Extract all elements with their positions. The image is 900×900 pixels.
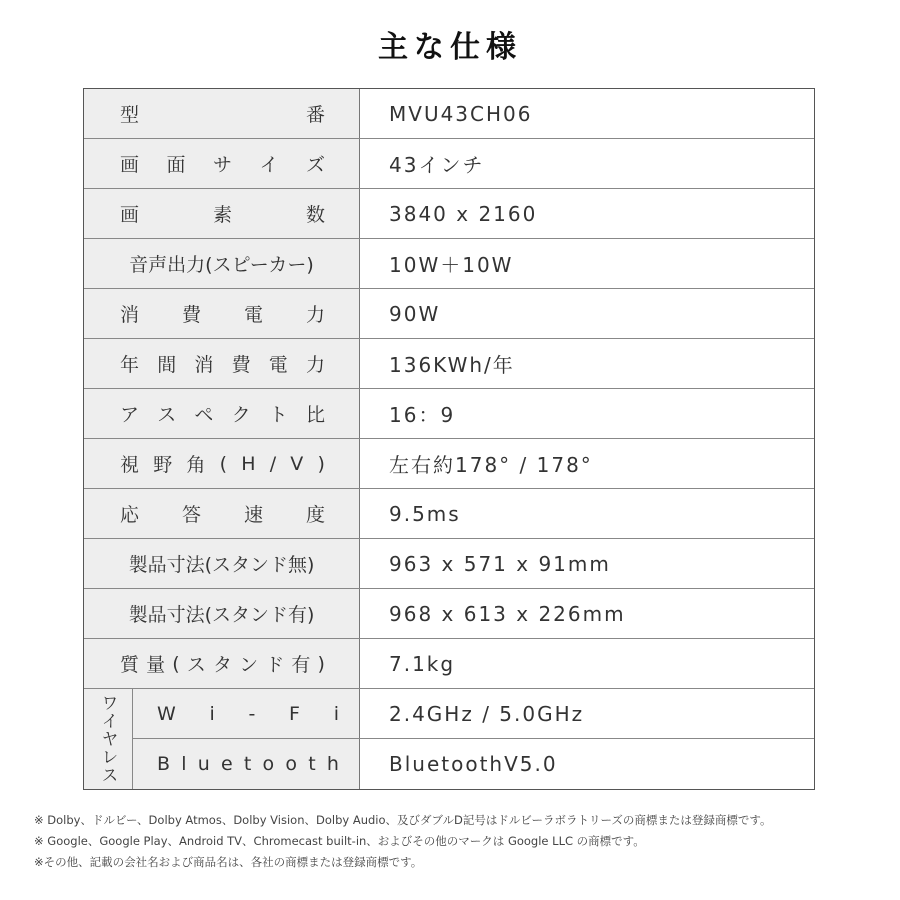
spec-value: 10W＋10W bbox=[389, 253, 514, 277]
spec-label bbox=[84, 89, 360, 138]
label-char: 間 bbox=[157, 354, 177, 376]
label-char: 力 bbox=[305, 354, 325, 376]
spec-row-bluetooth bbox=[133, 739, 814, 789]
label-char: V bbox=[290, 452, 304, 475]
label-char: h bbox=[326, 753, 339, 775]
label-char: 視 bbox=[120, 454, 140, 476]
page-title: 主な仕様 bbox=[378, 30, 522, 65]
spec-row-screen-size bbox=[84, 139, 814, 189]
spec-label bbox=[133, 739, 360, 789]
label-char: ペ bbox=[194, 404, 214, 426]
label-char: 応 bbox=[120, 504, 140, 526]
spec-label bbox=[84, 139, 360, 188]
label-char: ) bbox=[317, 452, 325, 475]
label-char: 答 bbox=[181, 504, 201, 526]
label-char: 素 bbox=[212, 204, 232, 226]
label-char: ス bbox=[186, 654, 206, 676]
label-char: ( bbox=[172, 652, 180, 675]
label-char: ズ bbox=[305, 154, 325, 176]
label-char: i bbox=[333, 702, 339, 725]
label-char: 型 bbox=[120, 104, 140, 126]
label-char: サ bbox=[212, 154, 232, 176]
label-char: ン bbox=[239, 654, 259, 676]
label-char: ス bbox=[157, 404, 177, 426]
label-char: タ bbox=[212, 654, 232, 676]
spec-row-model bbox=[84, 89, 814, 139]
label-char: ド bbox=[265, 654, 285, 676]
label-char: 電 bbox=[243, 304, 263, 326]
label-char: - bbox=[248, 702, 256, 725]
label-char: / bbox=[269, 452, 277, 475]
spec-label: 音声出力(スピーカー) bbox=[84, 239, 360, 288]
label-char: 質 bbox=[120, 654, 140, 676]
spec-row-annual-power bbox=[84, 339, 814, 389]
label-char: F bbox=[289, 702, 300, 725]
spec-label: 製品寸法(スタンド無) bbox=[84, 539, 360, 588]
spec-row-wireless bbox=[84, 689, 814, 789]
spec-row-dimensions-with-stand bbox=[84, 589, 814, 639]
label-char: 数 bbox=[305, 204, 325, 226]
footnotes bbox=[34, 810, 884, 873]
spec-label bbox=[84, 639, 360, 688]
label-char: 消 bbox=[194, 354, 214, 376]
label-char: 角 bbox=[186, 454, 206, 476]
spec-label bbox=[84, 189, 360, 238]
spec-value: 136KWh/年 bbox=[389, 353, 515, 377]
label-char: 電 bbox=[268, 354, 288, 376]
label-char: 番 bbox=[305, 104, 325, 126]
spec-value: 2.4GHz / 5.0GHz bbox=[389, 701, 585, 726]
spec-label bbox=[84, 489, 360, 538]
spec-value: 3840 x 2160 bbox=[389, 201, 538, 226]
spec-row-viewing-angle bbox=[84, 439, 814, 489]
spec-value: 963 x 571 x 91mm bbox=[389, 551, 611, 576]
label-char: 力 bbox=[305, 304, 325, 326]
spec-table bbox=[83, 88, 815, 790]
label-char: t bbox=[308, 753, 316, 775]
label-char: u bbox=[197, 753, 210, 775]
spec-label bbox=[84, 389, 360, 438]
label-char: 年 bbox=[120, 354, 140, 376]
wireless-group-text: ワイヤレス bbox=[97, 694, 118, 784]
spec-value: 7.1kg bbox=[389, 651, 456, 676]
label-char: 野 bbox=[153, 454, 173, 476]
spec-label bbox=[84, 289, 360, 338]
spec-row-weight bbox=[84, 639, 814, 689]
spec-value: 90W bbox=[389, 301, 441, 326]
label-char: 画 bbox=[120, 204, 140, 226]
spec-value: 968 x 613 x 226mm bbox=[389, 601, 626, 626]
spec-row-wifi bbox=[133, 689, 814, 739]
label-char: t bbox=[243, 753, 252, 775]
label-char: 費 bbox=[181, 304, 201, 326]
spec-row-resolution bbox=[84, 189, 814, 239]
label-char: o bbox=[262, 753, 275, 775]
spec-value: 左右約178° / 178° bbox=[389, 453, 593, 477]
label-char: l bbox=[181, 753, 187, 775]
spec-label bbox=[84, 439, 360, 488]
label-char: 速 bbox=[243, 504, 263, 526]
label-char: o bbox=[285, 753, 297, 775]
spec-row-response-time bbox=[84, 489, 814, 539]
label-char: ト bbox=[268, 404, 288, 426]
wireless-rows bbox=[133, 689, 814, 789]
spec-label bbox=[84, 339, 360, 388]
label-char: ( bbox=[219, 452, 228, 475]
spec-label bbox=[133, 689, 360, 738]
spec-value: 43インチ bbox=[389, 153, 485, 177]
label-char: 費 bbox=[231, 354, 251, 376]
label-char: 有 bbox=[291, 654, 311, 676]
spec-row-dimensions-no-stand bbox=[84, 539, 814, 589]
label-char: B bbox=[157, 753, 171, 775]
spec-row-audio-output bbox=[84, 239, 814, 289]
label-char: i bbox=[209, 702, 215, 725]
label-char: 量 bbox=[146, 654, 166, 676]
footnote: ※その他、記載の会社名および商品名は、各社の商標または登録商標です。 bbox=[34, 855, 423, 869]
spec-value: 16：9 bbox=[389, 403, 456, 427]
label-char: 度 bbox=[305, 504, 325, 526]
label-char: 画 bbox=[120, 154, 140, 176]
label-char: ク bbox=[231, 404, 251, 426]
label-char: イ bbox=[259, 154, 279, 176]
label-char: ア bbox=[120, 404, 140, 426]
label-char: e bbox=[220, 753, 233, 775]
footnote: ※ Dolby、ドルビー、Dolby Atmos、Dolby Vision、Dolby Audio、及びダブルD記号はドルビーラボラトリーズの商標または登録商標です。 bbox=[34, 813, 772, 827]
spec-label: 製品寸法(スタンド有) bbox=[84, 589, 360, 638]
spec-value: MVU43CH06 bbox=[389, 101, 533, 126]
footnote: ※ Google、Google Play、Android TV、Chromecast built-in、およびその他のマークは Google LLC の商標です。 bbox=[34, 834, 645, 848]
label-char: ) bbox=[317, 652, 325, 675]
spec-row-power-consumption bbox=[84, 289, 814, 339]
label-char: 比 bbox=[305, 404, 325, 426]
spec-value: BluetoothV5.0 bbox=[389, 752, 558, 776]
label-char: H bbox=[241, 452, 256, 475]
spec-row-aspect-ratio bbox=[84, 389, 814, 439]
spec-value: 9.5ms bbox=[389, 501, 461, 526]
label-char: 面 bbox=[166, 154, 186, 176]
label-char: W bbox=[157, 702, 176, 725]
label-char: 消 bbox=[120, 304, 140, 326]
wireless-group-label bbox=[84, 689, 133, 789]
